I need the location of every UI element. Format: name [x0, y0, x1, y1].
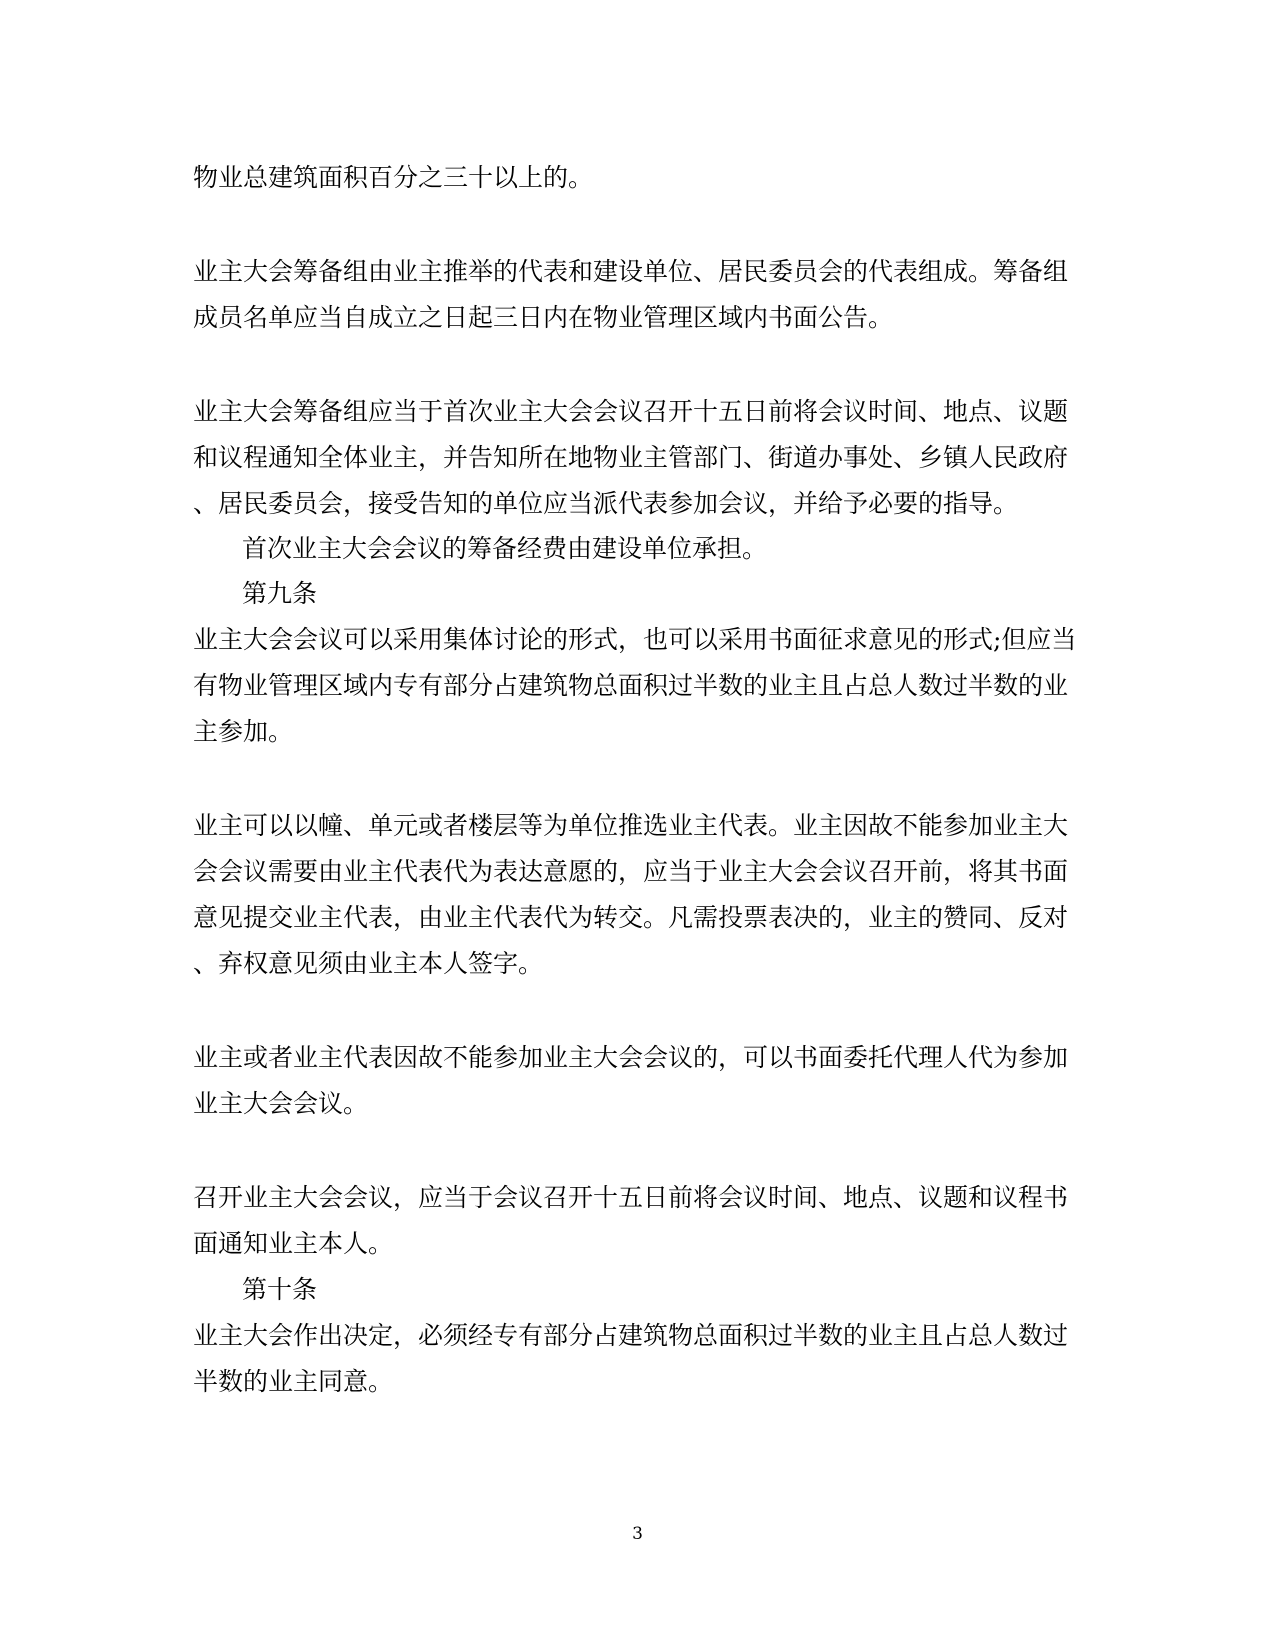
paragraph-7-line-2: 会会议需要由业主代表代为表达意愿的，应当于业主大会会议召开前，将其书面: [193, 857, 1069, 886]
paragraph-6-line-2: 有物业管理区域内专有部分占建筑物总面积过半数的业主且占总人数过半数的业: [193, 671, 1069, 700]
paragraph-8-line-1: 业主或者业主代表因故不能参加业主大会会议的，可以书面委托代理人代为参加: [193, 1043, 1069, 1072]
paragraph-7-line-1: 业主可以以幢、单元或者楼层等为单位推选业主代表。业主因故不能参加业主大: [193, 811, 1069, 840]
paragraph-8-line-2: 业主大会会议。: [193, 1089, 369, 1118]
article-9-heading: 第九条: [242, 579, 318, 608]
paragraph-7-line-4: 、弃权意见须由业主本人签字。: [193, 949, 544, 978]
paragraph-3-line-1: 业主大会筹备组应当于首次业主大会会议召开十五日前将会议时间、地点、议题: [193, 397, 1069, 426]
paragraph-7-line-3: 意见提交业主代表，由业主代表代为转交。凡需投票表决的，业主的赞同、反对: [193, 903, 1069, 932]
paragraph-9-line-1: 召开业主大会会议，应当于会议召开十五日前将会议时间、地点、议题和议程书: [193, 1183, 1069, 1212]
paragraph-6-line-1: 业主大会会议可以采用集体讨论的形式，也可以采用书面征求意见的形式;但应当: [193, 625, 1077, 654]
article-10-heading: 第十条: [242, 1275, 318, 1304]
paragraph-2-line-2: 成员名单应当自成立之日起三日内在物业管理区域内书面公告。: [193, 303, 894, 332]
paragraph-6-line-3: 主参加。: [193, 717, 294, 746]
paragraph-9-line-2: 面通知业主本人。: [193, 1229, 394, 1258]
page-number: 3: [632, 1524, 643, 1544]
paragraph-11-line-1: 业主大会作出决定，必须经专有部分占建筑物总面积过半数的业主且占总人数过: [193, 1321, 1069, 1350]
paragraph-3-line-2: 和议程通知全体业主，并告知所在地物业主管部门、街道办事处、乡镇人民政府: [193, 443, 1069, 472]
paragraph-11-line-2: 半数的业主同意。: [193, 1367, 394, 1396]
paragraph-2-line-1: 业主大会筹备组由业主推举的代表和建设单位、居民委员会的代表组成。筹备组: [193, 257, 1069, 286]
paragraph-4-line-1: 首次业主大会会议的筹备经费由建设单位承担。: [242, 534, 768, 563]
paragraph-1-line-1: 物业总建筑面积百分之三十以上的。: [193, 163, 594, 192]
paragraph-3-line-3: 、居民委员会，接受告知的单位应当派代表参加会议，并给予必要的指导。: [193, 489, 1019, 518]
